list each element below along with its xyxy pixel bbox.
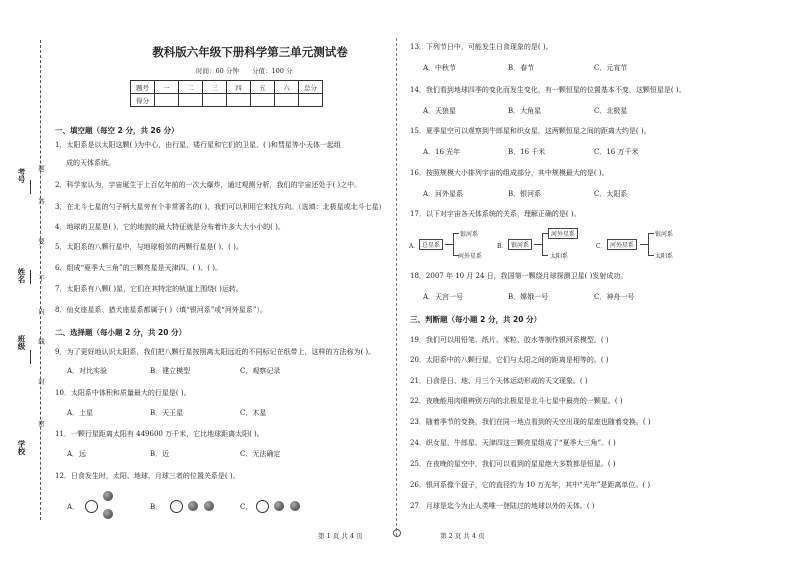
moon-icon	[290, 501, 300, 511]
option: B．嫦娥一号	[508, 293, 549, 301]
seal-char: 密	[37, 420, 45, 427]
question-6: 6．组成“夏季大三角”的三颗亮星是天津四、( )、( )。	[55, 264, 222, 272]
question-26: 26．银河系像个盘子，它的直径约为 10 万光年，其中“光年”是距离单位。( )	[410, 481, 651, 489]
diagram-node: 河外星系	[548, 228, 578, 239]
page-number-right: 第 2 页 共 4 页	[440, 532, 485, 540]
binding-hole-icon	[393, 529, 401, 537]
option: A．16 光年	[423, 148, 461, 156]
side-label-school: 学校	[17, 440, 26, 455]
diagram-node: 河外星系	[607, 239, 637, 250]
option: C．神舟一号	[594, 293, 635, 301]
option: A．远	[67, 450, 87, 458]
page-title: 教科版六年级下册科学第三单元测试卷	[152, 45, 348, 59]
score-header: 六	[275, 81, 299, 94]
question-9: 9．为了更好地认识太阳系，我们把八颗行星按照离太阳远近的不同标记在纸带上，这样的方法称为( )。	[55, 348, 376, 356]
option: C．北极星	[594, 107, 628, 115]
diagram-connector	[648, 233, 654, 234]
seal-char: 答	[37, 198, 45, 205]
time-label: 时间：60 分钟	[196, 67, 239, 75]
question-5: 5．太阳系的八颗行星中，与地球相邻的两颗行星是( )、( )。	[55, 243, 243, 251]
diagram-connector	[453, 233, 459, 234]
option: B．春节	[508, 64, 535, 72]
question-27: 27．月球是迄今为止人类唯一登陆过的地球以外的天体。( )	[410, 502, 595, 510]
diagram-node: 太阳系	[550, 253, 569, 260]
option: B．16 千米	[508, 148, 546, 156]
question-7: 7．太阳系有八颗( )星，它们在其特定的轨道上围绕( )运转。	[55, 285, 243, 293]
side-label-name: 姓名	[17, 268, 26, 283]
question-12: 12．日食发生时，太阳、地球、月球三者的位置关系是( )。	[55, 472, 240, 480]
side-label-class: 班级	[17, 335, 26, 350]
option: A．土星	[67, 409, 94, 417]
moon-icon	[188, 501, 198, 511]
question-20: 20．太阳系中的八颗行星，它们与太阳之间的距离是相等的。( )	[410, 356, 609, 364]
seal-char: 线	[37, 338, 45, 345]
diagram-connector	[534, 244, 542, 245]
question-17: 17．以下对宇宙各天体系统的关系，理解正确的是( )。	[410, 210, 581, 218]
option: C．太阳系	[594, 190, 628, 198]
diagram-connector	[648, 233, 649, 255]
score-cell[interactable]	[203, 94, 227, 107]
score-row-label: 得分	[131, 94, 155, 107]
option: C．木星	[240, 409, 267, 417]
score-header: 总分	[299, 81, 323, 94]
option: B．	[150, 503, 163, 511]
option-letter: C．	[596, 243, 607, 250]
score-cell[interactable]	[227, 94, 251, 107]
score-header: 五	[251, 81, 275, 94]
question-11: 11．一颗行星距离太阳有 449600 万千米，它比地球距离太阳( )。	[55, 430, 264, 438]
score-table	[130, 80, 323, 107]
question-1-cont: 成的天体系统。	[66, 159, 115, 167]
page-number-left: 第 1 页 共 4 页	[318, 532, 363, 540]
seal-char: 内	[37, 308, 45, 315]
option: C．	[240, 503, 253, 511]
question-2: 2．科学家认为，宇宙诞生于上百亿年前的一次大爆炸，通过观测分析，我们的宇宙还处于( )之中。	[55, 181, 362, 189]
option: A．天宫一号	[423, 293, 464, 301]
option: B．银河系	[508, 190, 542, 198]
page-divider	[396, 38, 397, 536]
question-10: 10．太阳系中体积和质量最大的行星是( )。	[55, 389, 191, 397]
option: C．16 万千米	[594, 148, 639, 156]
diagram-node: 太阳系	[655, 253, 674, 260]
question-3: 3．在北斗七星的勺子柄大星旁有个非常著名的( )，我们可以利用它来找方向。（选填：北极星或北斗七星）	[55, 203, 386, 211]
question-1: 1．太阳系是以太阳这颗( )为中心，由行星、矮行星和它们的卫星、( )和彗星等小天体一起组	[55, 141, 341, 149]
side-separator	[30, 180, 31, 194]
question-19: 19．我们可以用铅笔、纸片、米粒、胶水等制作银河系模型。( )	[410, 336, 609, 344]
question-24: 24．织女星、牛郎星、天津四这三颗亮星组成了“夏季大三角”。( )	[410, 439, 616, 447]
seal-char: 要	[37, 238, 45, 245]
earth-icon	[204, 501, 214, 511]
question-16: 16．按照规模大小排列宇宙的组成部分，其中规模最大的是( )。	[410, 169, 609, 177]
diagram-node: 河外星系	[458, 253, 483, 260]
diagram-connector	[648, 255, 654, 256]
option-letter: B．	[497, 243, 508, 250]
score-cell[interactable]	[155, 94, 179, 107]
score-header: 四	[227, 81, 251, 94]
option: A．天狼星	[423, 107, 457, 115]
sun-icon	[256, 500, 269, 513]
side-label-exam-number: 考号	[17, 168, 26, 183]
moon-icon	[103, 491, 113, 501]
option: C．观察记录	[240, 367, 281, 375]
diagram-node: 银河系	[460, 231, 479, 238]
side-separator	[30, 350, 31, 364]
diagram-connector	[445, 244, 453, 245]
score-cell[interactable]	[275, 94, 299, 107]
question-4: 4．地球的卫星是( )，它的地貌的最大特征就是分布着许多大大小小的( )。	[55, 223, 285, 231]
question-21: 21．日食是日、地、月三个天体运动形成的天文现象。( )	[410, 377, 588, 385]
option: A．中秋节	[423, 64, 457, 72]
score-cell[interactable]	[251, 94, 275, 107]
diagram-connector	[453, 233, 454, 255]
sun-icon	[170, 500, 183, 513]
diagram-connector	[542, 255, 548, 256]
score-header: 二	[179, 81, 203, 94]
option: B．建立模型	[150, 367, 191, 375]
seal-char: 封	[37, 378, 45, 385]
diagram-node: 银河系	[508, 239, 532, 250]
diagram-node: 银河系	[655, 231, 674, 238]
section-choice: 二、选择题（每小题 2 分，共 20 分）	[55, 328, 187, 337]
seal-char: 题	[37, 165, 45, 172]
earth-icon	[274, 501, 284, 511]
question-25: 25．在夜晚的星空中，我们可以看到的星星绝大多数都是恒星。( )	[410, 460, 616, 468]
diagram-node: 总星系	[419, 239, 443, 250]
option-letter: A．	[409, 243, 420, 250]
score-cell[interactable]	[179, 94, 203, 107]
option: C．元宵节	[594, 64, 628, 72]
section-fill-in: 一、填空题（每空 2 分，共 26 分）	[55, 126, 179, 135]
score-header: 三	[203, 81, 227, 94]
question-14: 14．我们看到地球四季的变化而发生变化，有一颗恒星的位置基本不变，这颗恒星是( )。	[410, 86, 686, 94]
diagram-connector	[542, 233, 543, 255]
option: C．无法确定	[240, 450, 281, 458]
seal-char: 不	[37, 275, 45, 282]
score-header: 题号	[131, 81, 155, 94]
option: B．大角星	[508, 107, 542, 115]
question-22: 22．夜晚能用肉眼辨别方向的北极星是北斗七星中最亮的一颗星。( )	[410, 397, 623, 405]
option: B．近	[150, 450, 170, 458]
score-label: 分值：100 分	[252, 67, 293, 75]
earth-icon	[103, 509, 113, 519]
option: A．对比实验	[67, 367, 108, 375]
question-15: 15．夏季星空可以观察到牛郎星和织女星，这两颗恒星之间的距离大约是( )。	[410, 127, 651, 135]
question-13: 13．下列节日中，可能发生日食现象的是( )。	[410, 43, 553, 51]
diagram-connector	[640, 244, 648, 245]
option: A．河外星系	[423, 190, 464, 198]
section-true-false: 三、判断题（每小题 2 分，共 20 分）	[410, 315, 542, 324]
option: A．	[67, 503, 80, 511]
side-separator	[30, 270, 31, 284]
score-cell[interactable]	[299, 94, 323, 107]
question-8: 8．仙女座星系、猎犬座星系都属于( )（填“银河系”或“河外星系”）。	[55, 306, 267, 314]
question-23: 23．随着季节的变换，我们在同一地点看到的天空出现的星座也随着变换。( )	[410, 418, 651, 426]
score-header: 一	[155, 81, 179, 94]
option: B．天王星	[150, 409, 184, 417]
question-18: 18．2007 年 10 月 24 日，我国第一颗绕月球探测卫星( )发射成功。	[410, 272, 628, 280]
sun-icon	[85, 500, 98, 513]
